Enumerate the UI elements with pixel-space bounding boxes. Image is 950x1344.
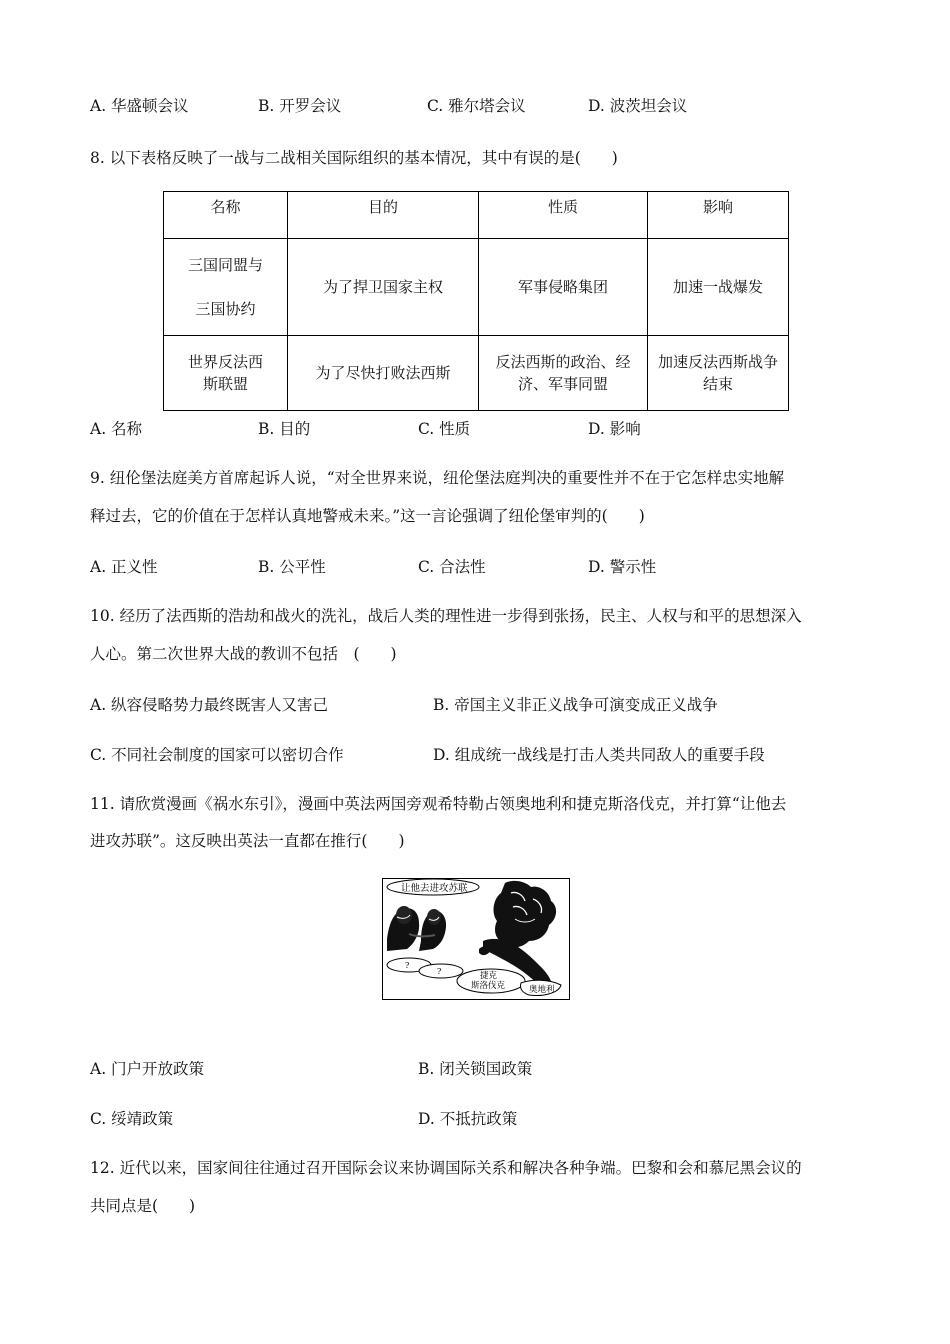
table-header-nature: 性质: [479, 192, 648, 239]
q10-option-b: B. 帝国主义非正义战争可演变成正义战争: [433, 696, 718, 714]
q9-option-b: B. 公平性: [258, 558, 326, 576]
q11-option-b: B. 闭关锁国政策: [418, 1060, 533, 1078]
table-cell: 为了尽快打败法西斯: [288, 336, 479, 411]
q10-stem-line-2: 人心。第二次世界大战的教训不包括 ( ): [90, 645, 397, 663]
q8-option-d: D. 影响: [588, 420, 641, 438]
thought-bubble-1-text: ?: [405, 961, 410, 970]
label-czech-1: 捷克: [480, 971, 498, 981]
q8-table: [163, 191, 789, 411]
q9-option-d: D. 警示性: [588, 558, 657, 576]
table-header-name: 名称: [164, 192, 288, 239]
q11-stem-line-2: 进攻苏联”。这反映出英法一直都在推行( ): [90, 832, 405, 850]
q8-option-b: B. 目的: [258, 420, 311, 438]
q9-stem-line-1: 9. 纽伦堡法庭美方首席起诉人说，“对全世界来说，纽伦堡法庭判决的重要性并不在于它怎样忠实地解: [90, 469, 785, 487]
table-cell: 加速一战爆发: [648, 239, 789, 336]
table-header-purpose: 目的: [288, 192, 479, 239]
q8-option-a: A. 名称: [90, 420, 143, 438]
table-cell-line: 三国协约: [195, 300, 256, 318]
label-czech-2: 斯洛伐克: [471, 981, 506, 991]
q10-option-a: A. 纵容侵略势力最终既害人又害己: [90, 696, 329, 714]
q7-option-c: C. 雅尔塔会议: [427, 97, 526, 115]
q12-stem-line-1: 12. 近代以来，国家间往往通过召开国际会议来协调国际关系和解决各种争端。巴黎和会和慕尼黑会议的: [90, 1159, 802, 1177]
q7-option-a: A. 华盛顿会议: [90, 97, 189, 115]
q11-option-c: C. 绥靖政策: [90, 1110, 174, 1128]
q9-option-a: A. 正义性: [90, 558, 158, 576]
q10-option-d: D. 组成统一战线是打击人类共同敌人的重要手段: [433, 746, 765, 764]
table-cell: 世界反法西斯联盟: [164, 336, 288, 411]
q11-option-a: A. 门户开放政策: [90, 1060, 205, 1078]
table-cell: 为了捍卫国家主权: [288, 239, 479, 336]
thought-bubble-2-text: ?: [437, 967, 442, 976]
table-cell: 反法西斯的政治、经济、军事同盟: [479, 336, 648, 411]
q9-option-c: C. 合法性: [418, 558, 486, 576]
table-cell: [164, 239, 288, 336]
q11-option-d: D. 不抵抗政策: [418, 1110, 518, 1128]
q10-stem-line-1: 10. 经历了法西斯的浩劫和战火的洗礼，战后人类的理性进一步得到张扬，民主、人权与和平的思想深入: [90, 607, 802, 625]
q12-stem-line-2: 共同点是( ): [90, 1197, 196, 1215]
q7-option-d: D. 波茨坦会议: [588, 97, 688, 115]
label-austria: 奥地利: [529, 985, 555, 995]
q11-cartoon: [382, 878, 570, 1000]
q8-option-c: C. 性质: [418, 420, 471, 438]
table-cell: 军事侵略集团: [479, 239, 648, 336]
q11-stem-line-1: 11. 请欣赏漫画《祸水东引》，漫画中英法两国旁观希特勒占领奥地利和捷克斯洛伐克，并打算“让他去: [90, 795, 787, 813]
q7-option-b: B. 开罗会议: [258, 97, 342, 115]
q9-stem-line-2: 释过去，它的价值在于怎样认真地警戒未来。”这一言论强调了纽伦堡审判的( ): [90, 507, 645, 525]
statesmen-figures-icon: [387, 906, 446, 951]
cartoon-drawing: [383, 879, 569, 999]
q8-stem: 8. 以下表格反映了一战与二战相关国际组织的基本情况，其中有误的是( ): [90, 149, 618, 167]
table-cell: 加速反法西斯战争结束: [648, 336, 789, 411]
q10-option-c: C. 不同社会制度的国家可以密切合作: [90, 746, 344, 764]
table-header-impact: 影响: [648, 192, 789, 239]
table-cell-line: 三国同盟与: [187, 256, 263, 274]
speech-bubble-text: 让他去进攻苏联: [401, 883, 468, 894]
